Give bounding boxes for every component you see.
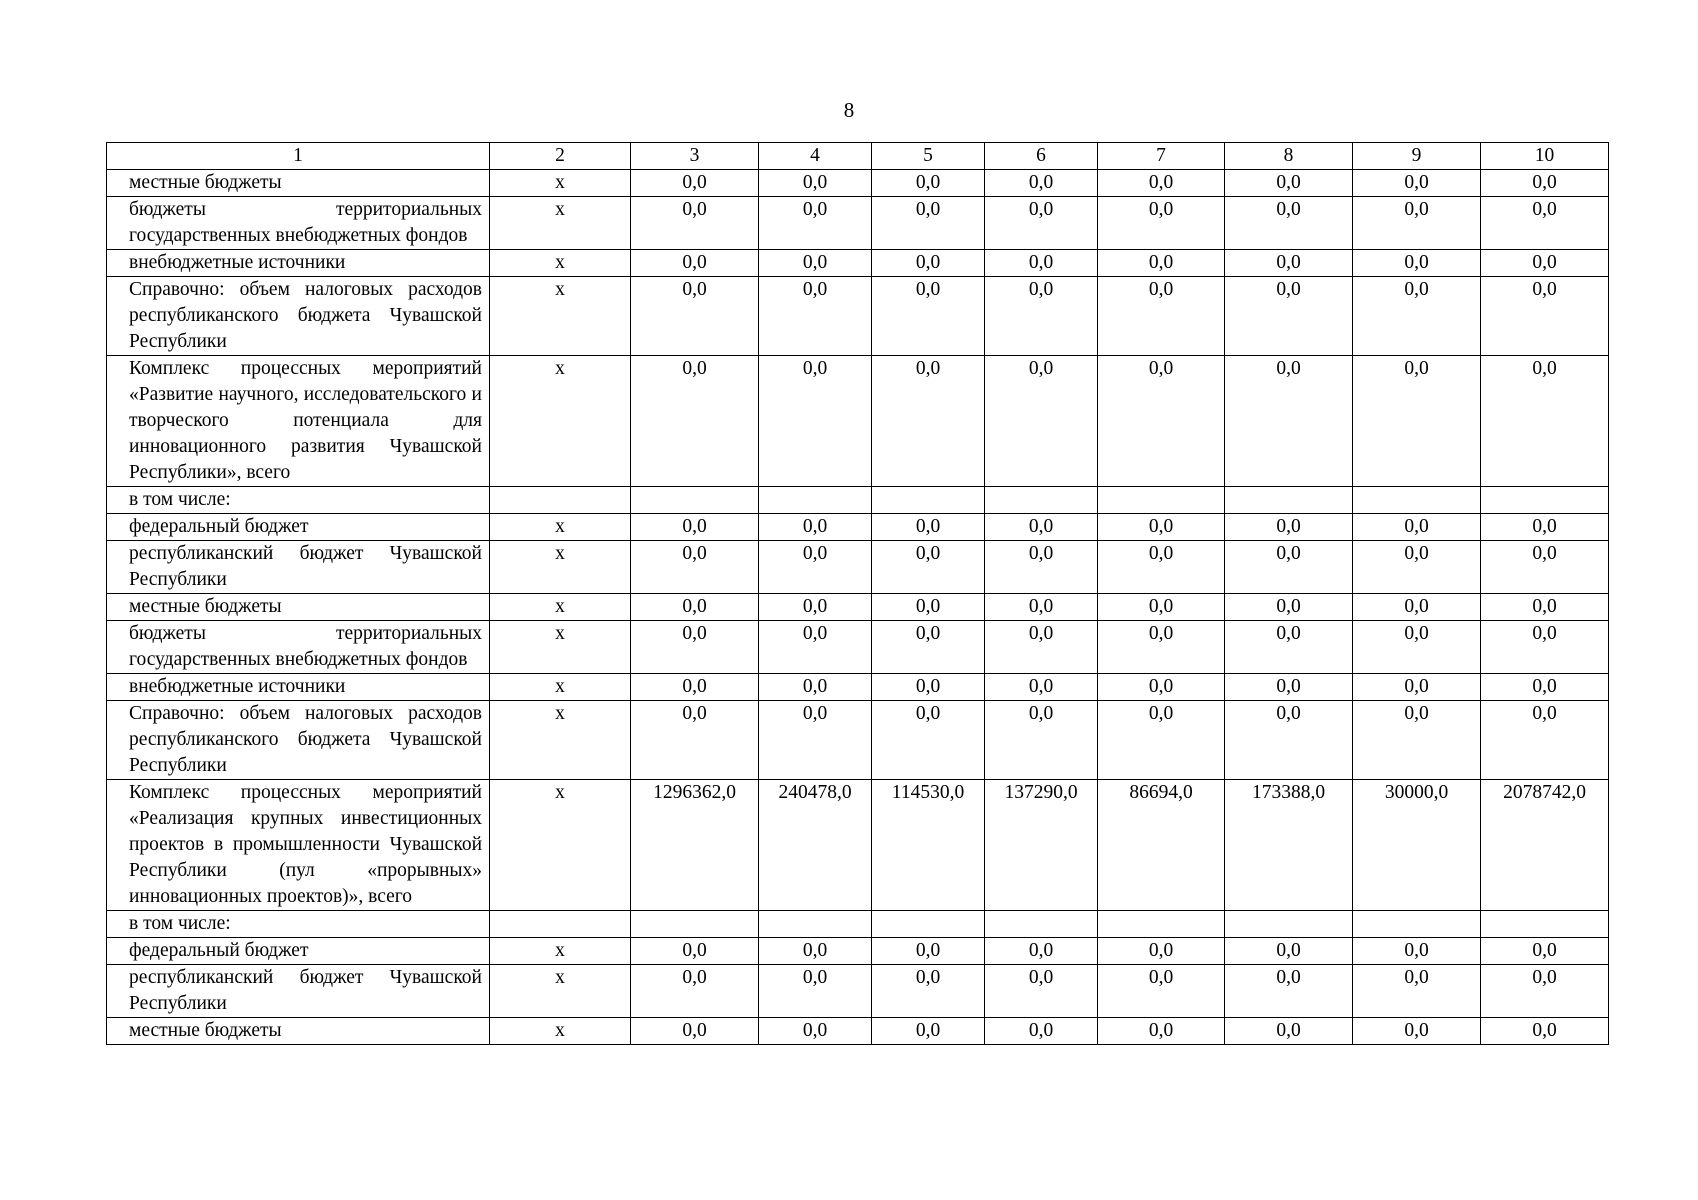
header-cell: 9 <box>1353 143 1481 170</box>
column-2-cell <box>490 911 631 938</box>
value-cell: 0,0 <box>1353 938 1481 965</box>
header-cell: 4 <box>759 143 872 170</box>
value-cell: 0,0 <box>872 701 985 780</box>
value-cell: 0,0 <box>759 541 872 594</box>
value-cell: 0,0 <box>1225 1018 1353 1045</box>
value-cell <box>872 487 985 514</box>
value-cell: 0,0 <box>631 277 759 356</box>
value-cell: 0,0 <box>631 594 759 621</box>
value-cell: 0,0 <box>985 674 1098 701</box>
column-2-cell: х <box>490 965 631 1018</box>
column-2-cell: х <box>490 938 631 965</box>
value-cell: 0,0 <box>985 277 1098 356</box>
row-label: внебюджетные источники <box>107 674 490 701</box>
value-cell: 0,0 <box>1353 514 1481 541</box>
table-row <box>107 674 1609 701</box>
value-cell: 0,0 <box>1481 541 1609 594</box>
value-cell: 0,0 <box>872 250 985 277</box>
budget-table <box>106 142 1609 1045</box>
value-cell: 0,0 <box>1353 965 1481 1018</box>
value-cell: 0,0 <box>1225 541 1353 594</box>
value-cell <box>759 911 872 938</box>
value-cell: 0,0 <box>872 170 985 197</box>
value-cell: 0,0 <box>1353 356 1481 487</box>
value-cell: 0,0 <box>759 514 872 541</box>
value-cell: 0,0 <box>1225 356 1353 487</box>
value-cell <box>985 487 1098 514</box>
column-2-cell: х <box>490 621 631 674</box>
value-cell: 0,0 <box>1098 514 1225 541</box>
row-label: Справочно: объем налоговых расходов республиканского бюджета Чувашской Республики <box>107 701 490 780</box>
column-2-cell: х <box>490 197 631 250</box>
value-cell: 0,0 <box>985 701 1098 780</box>
table-row <box>107 594 1609 621</box>
value-cell: 0,0 <box>1225 594 1353 621</box>
value-cell: 0,0 <box>872 277 985 356</box>
row-label: бюджеты территориальных государственных внебюджетных фондов <box>107 621 490 674</box>
value-cell: 0,0 <box>631 250 759 277</box>
value-cell: 0,0 <box>1481 197 1609 250</box>
value-cell: 0,0 <box>631 621 759 674</box>
value-cell: 0,0 <box>759 277 872 356</box>
value-cell: 0,0 <box>631 674 759 701</box>
value-cell: 0,0 <box>872 965 985 1018</box>
value-cell: 0,0 <box>1481 1018 1609 1045</box>
value-cell: 0,0 <box>759 938 872 965</box>
value-cell: 0,0 <box>631 197 759 250</box>
value-cell: 0,0 <box>1098 170 1225 197</box>
value-cell: 0,0 <box>1098 938 1225 965</box>
value-cell: 0,0 <box>1481 594 1609 621</box>
value-cell: 173388,0 <box>1225 780 1353 911</box>
value-cell: 0,0 <box>759 674 872 701</box>
value-cell <box>1225 487 1353 514</box>
table-row <box>107 621 1609 674</box>
value-cell: 0,0 <box>759 170 872 197</box>
value-cell: 2078742,0 <box>1481 780 1609 911</box>
table-row <box>107 911 1609 938</box>
value-cell: 0,0 <box>1225 674 1353 701</box>
value-cell: 0,0 <box>985 356 1098 487</box>
header-cell: 10 <box>1481 143 1609 170</box>
row-label: республиканский бюджет Чувашской Республики <box>107 541 490 594</box>
value-cell: 0,0 <box>1225 170 1353 197</box>
column-2-cell: х <box>490 674 631 701</box>
value-cell <box>1098 487 1225 514</box>
value-cell: 0,0 <box>1481 674 1609 701</box>
value-cell: 0,0 <box>759 701 872 780</box>
table-row <box>107 701 1609 780</box>
value-cell: 1296362,0 <box>631 780 759 911</box>
value-cell: 0,0 <box>1353 250 1481 277</box>
value-cell: 0,0 <box>985 594 1098 621</box>
header-row <box>107 143 1609 170</box>
value-cell: 0,0 <box>1225 250 1353 277</box>
value-cell: 0,0 <box>631 170 759 197</box>
column-2-cell <box>490 487 631 514</box>
table-row <box>107 938 1609 965</box>
value-cell: 0,0 <box>631 938 759 965</box>
column-2-cell: х <box>490 356 631 487</box>
value-cell: 0,0 <box>1098 621 1225 674</box>
value-cell: 0,0 <box>985 1018 1098 1045</box>
value-cell: 30000,0 <box>1353 780 1481 911</box>
value-cell <box>872 911 985 938</box>
value-cell: 0,0 <box>1481 356 1609 487</box>
value-cell: 0,0 <box>1098 701 1225 780</box>
row-label: в том числе: <box>107 911 490 938</box>
value-cell: 0,0 <box>1225 277 1353 356</box>
row-label: республиканский бюджет Чувашской Республики <box>107 965 490 1018</box>
value-cell: 0,0 <box>1098 1018 1225 1045</box>
header-cell: 1 <box>107 143 490 170</box>
value-cell: 0,0 <box>872 356 985 487</box>
value-cell: 0,0 <box>872 197 985 250</box>
row-label: местные бюджеты <box>107 1018 490 1045</box>
value-cell: 0,0 <box>872 1018 985 1045</box>
row-label: местные бюджеты <box>107 594 490 621</box>
value-cell: 0,0 <box>631 356 759 487</box>
value-cell: 0,0 <box>985 250 1098 277</box>
value-cell: 0,0 <box>1353 541 1481 594</box>
header-cell: 7 <box>1098 143 1225 170</box>
value-cell: 114530,0 <box>872 780 985 911</box>
value-cell: 0,0 <box>1481 277 1609 356</box>
value-cell: 0,0 <box>872 594 985 621</box>
value-cell: 0,0 <box>985 541 1098 594</box>
value-cell: 0,0 <box>985 197 1098 250</box>
value-cell: 0,0 <box>872 938 985 965</box>
value-cell: 0,0 <box>1098 594 1225 621</box>
value-cell: 0,0 <box>759 621 872 674</box>
header-cell: 5 <box>872 143 985 170</box>
value-cell <box>759 487 872 514</box>
header-cell: 3 <box>631 143 759 170</box>
header-cell: 6 <box>985 143 1098 170</box>
value-cell: 0,0 <box>1481 621 1609 674</box>
table-row <box>107 356 1609 487</box>
value-cell: 0,0 <box>1225 197 1353 250</box>
value-cell: 0,0 <box>1353 277 1481 356</box>
value-cell: 0,0 <box>1225 938 1353 965</box>
value-cell <box>1481 487 1609 514</box>
value-cell <box>985 911 1098 938</box>
value-cell: 0,0 <box>1225 965 1353 1018</box>
value-cell: 0,0 <box>1225 701 1353 780</box>
column-2-cell: х <box>490 1018 631 1045</box>
value-cell: 0,0 <box>872 541 985 594</box>
value-cell: 0,0 <box>1353 1018 1481 1045</box>
value-cell: 0,0 <box>759 250 872 277</box>
value-cell: 0,0 <box>1481 170 1609 197</box>
value-cell <box>1481 911 1609 938</box>
row-label: федеральный бюджет <box>107 938 490 965</box>
row-label: Комплекс процессных мероприятий «Реализация крупных инвестиционных проектов в промышленности Чувашской Республики (пул «прорывных» инновационных проектов)», всего <box>107 780 490 911</box>
row-label: бюджеты территориальных государственных внебюджетных фондов <box>107 197 490 250</box>
value-cell: 0,0 <box>759 594 872 621</box>
table-row <box>107 277 1609 356</box>
value-cell <box>631 487 759 514</box>
header-cell: 8 <box>1225 143 1353 170</box>
value-cell: 0,0 <box>1225 514 1353 541</box>
row-label: местные бюджеты <box>107 170 490 197</box>
value-cell: 0,0 <box>872 514 985 541</box>
row-label: внебюджетные источники <box>107 250 490 277</box>
value-cell: 0,0 <box>1353 170 1481 197</box>
column-2-cell: х <box>490 170 631 197</box>
row-label: в том числе: <box>107 487 490 514</box>
value-cell: 0,0 <box>759 1018 872 1045</box>
value-cell: 0,0 <box>631 541 759 594</box>
value-cell: 0,0 <box>985 938 1098 965</box>
value-cell: 0,0 <box>1098 965 1225 1018</box>
value-cell: 0,0 <box>985 621 1098 674</box>
value-cell: 0,0 <box>1098 277 1225 356</box>
row-label: Комплекс процессных мероприятий «Развитие научного, исследовательского и творческого потенциала для инновационного развития Чувашской Республики», всего <box>107 356 490 487</box>
column-2-cell: х <box>490 541 631 594</box>
row-label: Справочно: объем налоговых расходов республиканского бюджета Чувашской Республики <box>107 277 490 356</box>
value-cell: 0,0 <box>872 674 985 701</box>
value-cell <box>1353 487 1481 514</box>
value-cell: 0,0 <box>985 965 1098 1018</box>
value-cell: 0,0 <box>1481 701 1609 780</box>
value-cell: 0,0 <box>1098 250 1225 277</box>
value-cell: 0,0 <box>1353 674 1481 701</box>
page-number: 8 <box>843 98 855 122</box>
table-row <box>107 170 1609 197</box>
column-2-cell: х <box>490 514 631 541</box>
table-row <box>107 514 1609 541</box>
value-cell: 0,0 <box>1098 674 1225 701</box>
table-row <box>107 197 1609 250</box>
value-cell: 0,0 <box>985 170 1098 197</box>
value-cell: 137290,0 <box>985 780 1098 911</box>
value-cell: 0,0 <box>1353 621 1481 674</box>
row-label: федеральный бюджет <box>107 514 490 541</box>
value-cell: 0,0 <box>631 1018 759 1045</box>
table-row <box>107 250 1609 277</box>
table-row <box>107 1018 1609 1045</box>
value-cell: 0,0 <box>631 701 759 780</box>
value-cell <box>1225 911 1353 938</box>
column-2-cell: х <box>490 780 631 911</box>
column-2-cell: х <box>490 277 631 356</box>
table-row <box>107 780 1609 911</box>
value-cell: 86694,0 <box>1098 780 1225 911</box>
value-cell: 0,0 <box>759 197 872 250</box>
value-cell: 0,0 <box>985 514 1098 541</box>
value-cell: 0,0 <box>1481 965 1609 1018</box>
value-cell: 0,0 <box>631 514 759 541</box>
header-cell: 2 <box>490 143 631 170</box>
value-cell: 0,0 <box>631 965 759 1018</box>
value-cell: 0,0 <box>759 356 872 487</box>
table-row <box>107 541 1609 594</box>
value-cell <box>631 911 759 938</box>
value-cell <box>1098 911 1225 938</box>
value-cell: 0,0 <box>1225 621 1353 674</box>
column-2-cell: х <box>490 594 631 621</box>
table-row <box>107 965 1609 1018</box>
table-row <box>107 487 1609 514</box>
value-cell: 0,0 <box>1098 197 1225 250</box>
value-cell: 0,0 <box>759 965 872 1018</box>
value-cell: 0,0 <box>1481 514 1609 541</box>
value-cell: 0,0 <box>872 621 985 674</box>
value-cell: 240478,0 <box>759 780 872 911</box>
value-cell <box>1353 911 1481 938</box>
value-cell: 0,0 <box>1098 356 1225 487</box>
column-2-cell: х <box>490 250 631 277</box>
value-cell: 0,0 <box>1481 938 1609 965</box>
value-cell: 0,0 <box>1098 541 1225 594</box>
value-cell: 0,0 <box>1353 197 1481 250</box>
value-cell: 0,0 <box>1353 594 1481 621</box>
column-2-cell: х <box>490 701 631 780</box>
value-cell: 0,0 <box>1353 701 1481 780</box>
value-cell: 0,0 <box>1481 250 1609 277</box>
